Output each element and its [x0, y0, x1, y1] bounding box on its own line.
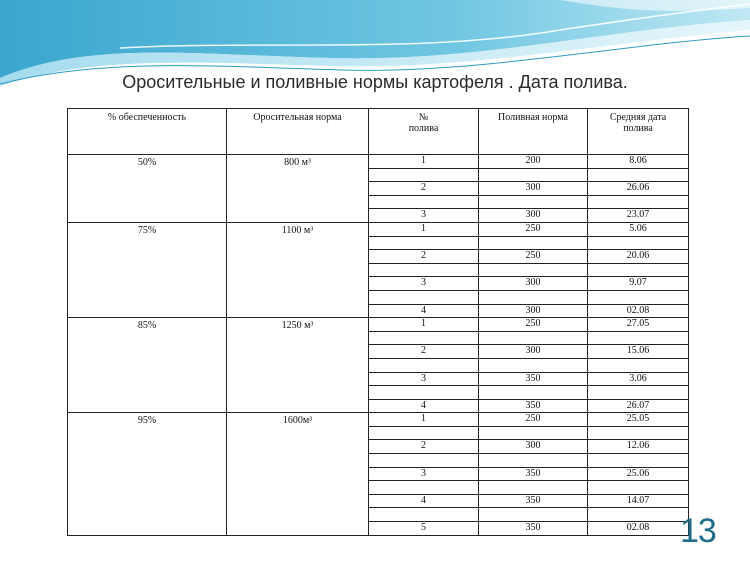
watering-norm-cell: 250 [479, 413, 588, 427]
irrigation-norm-cell: 800 м³ [227, 155, 369, 223]
watering-number-cell [369, 168, 479, 182]
watering-norm-cell: 300 [479, 277, 588, 291]
watering-number-cell [369, 331, 479, 345]
average-date-cell [588, 481, 689, 495]
average-date-cell [588, 236, 689, 250]
watering-norm-cell [479, 481, 588, 495]
watering-number-cell: 2 [369, 182, 479, 196]
watering-norm-cell [479, 168, 588, 182]
average-date-cell: 26.07 [588, 399, 689, 413]
average-date-cell [588, 454, 689, 468]
watering-number-cell [369, 358, 479, 372]
watering-number-cell [369, 195, 479, 209]
average-date-cell [588, 358, 689, 372]
provision-cell: 75% [68, 222, 227, 317]
watering-number-cell: 4 [369, 399, 479, 413]
watering-norm-cell: 250 [479, 222, 588, 236]
watering-number-cell [369, 263, 479, 277]
watering-norm-cell: 300 [479, 209, 588, 223]
header-watering-number [369, 109, 479, 155]
watering-norm-cell: 300 [479, 182, 588, 196]
watering-norm-cell [479, 236, 588, 250]
watering-number-cell: 4 [369, 304, 479, 318]
watering-number-cell [369, 290, 479, 304]
watering-norm-cell: 250 [479, 250, 588, 264]
average-date-cell [588, 508, 689, 522]
average-date-cell [588, 263, 689, 277]
table-row [68, 413, 689, 427]
average-date-cell: 20.06 [588, 250, 689, 264]
average-date-cell: 25.06 [588, 467, 689, 481]
table-row [68, 155, 689, 169]
average-date-cell: 12.06 [588, 440, 689, 454]
watering-norm-cell: 200 [479, 155, 588, 169]
irrigation-norm-cell: 1100 м³ [227, 222, 369, 317]
header-average-date-line2: полива [623, 123, 653, 134]
table-header-row [68, 109, 689, 155]
header-watering-number-line2: полива [408, 123, 439, 134]
irrigation-norm-cell: 1600м³ [227, 413, 369, 535]
watering-number-cell: 1 [369, 155, 479, 169]
irrigation-norm-cell: 1250 м³ [227, 318, 369, 413]
watering-norm-cell: 300 [479, 440, 588, 454]
header-watering-number-line1: № [418, 112, 429, 123]
average-date-cell: 8.06 [588, 155, 689, 169]
slide-number: 13 [680, 512, 716, 550]
watering-norm-cell: 350 [479, 522, 588, 536]
average-date-cell [588, 386, 689, 400]
watering-norm-cell: 350 [479, 399, 588, 413]
watering-norm-cell: 350 [479, 372, 588, 386]
watering-norm-cell [479, 331, 588, 345]
watering-number-cell: 1 [369, 413, 479, 427]
average-date-cell: 14.07 [588, 494, 689, 508]
watering-norm-cell [479, 195, 588, 209]
average-date-cell: 25.05 [588, 413, 689, 427]
average-date-cell [588, 331, 689, 345]
watering-number-cell: 5 [369, 522, 479, 536]
average-date-cell: 15.06 [588, 345, 689, 359]
watering-norm-cell [479, 386, 588, 400]
watering-number-cell [369, 481, 479, 495]
header-watering-norm: Поливная норма [479, 109, 588, 155]
watering-norm-cell: 300 [479, 345, 588, 359]
watering-number-cell: 3 [369, 209, 479, 223]
provision-cell: 50% [68, 155, 227, 223]
watering-norm-cell [479, 263, 588, 277]
average-date-cell: 02.08 [588, 304, 689, 318]
average-date-cell: 5.06 [588, 222, 689, 236]
watering-number-cell: 2 [369, 250, 479, 264]
watering-number-cell: 3 [369, 467, 479, 481]
average-date-cell [588, 290, 689, 304]
watering-number-cell [369, 508, 479, 522]
watering-norm-cell [479, 508, 588, 522]
watering-number-cell: 1 [369, 222, 479, 236]
watering-norm-cell: 250 [479, 318, 588, 332]
average-date-cell: 26.06 [588, 182, 689, 196]
average-date-cell: 23.07 [588, 209, 689, 223]
watering-number-cell [369, 426, 479, 440]
watering-number-cell: 3 [369, 372, 479, 386]
header-average-date-line1: Средняя дата [609, 112, 667, 123]
average-date-cell [588, 168, 689, 182]
average-date-cell: 27.05 [588, 318, 689, 332]
table-row [68, 222, 689, 236]
average-date-cell: 3.06 [588, 372, 689, 386]
average-date-cell: 02.08 [588, 522, 689, 536]
watering-norm-cell [479, 454, 588, 468]
watering-number-cell: 1 [369, 318, 479, 332]
header-average-date [588, 109, 689, 155]
watering-norm-cell [479, 290, 588, 304]
watering-number-cell: 4 [369, 494, 479, 508]
average-date-cell [588, 195, 689, 209]
watering-number-cell: 2 [369, 440, 479, 454]
watering-number-cell [369, 236, 479, 250]
average-date-cell: 9.07 [588, 277, 689, 291]
watering-number-cell [369, 386, 479, 400]
irrigation-norms-table [67, 108, 689, 536]
provision-cell: 95% [68, 413, 227, 535]
watering-number-cell [369, 454, 479, 468]
watering-norm-cell: 350 [479, 467, 588, 481]
header-provision: % обеспеченность [68, 109, 227, 155]
watering-number-cell: 2 [369, 345, 479, 359]
provision-cell: 85% [68, 318, 227, 413]
table-row [68, 318, 689, 332]
watering-number-cell: 3 [369, 277, 479, 291]
header-irrigation-norm: Оросительная норма [227, 109, 369, 155]
watering-norm-cell: 300 [479, 304, 588, 318]
watering-norm-cell [479, 358, 588, 372]
watering-norm-cell [479, 426, 588, 440]
average-date-cell [588, 426, 689, 440]
watering-norm-cell: 350 [479, 494, 588, 508]
slide-title: Оросительные и поливные нормы картофеля . Дата полива. [122, 72, 628, 92]
